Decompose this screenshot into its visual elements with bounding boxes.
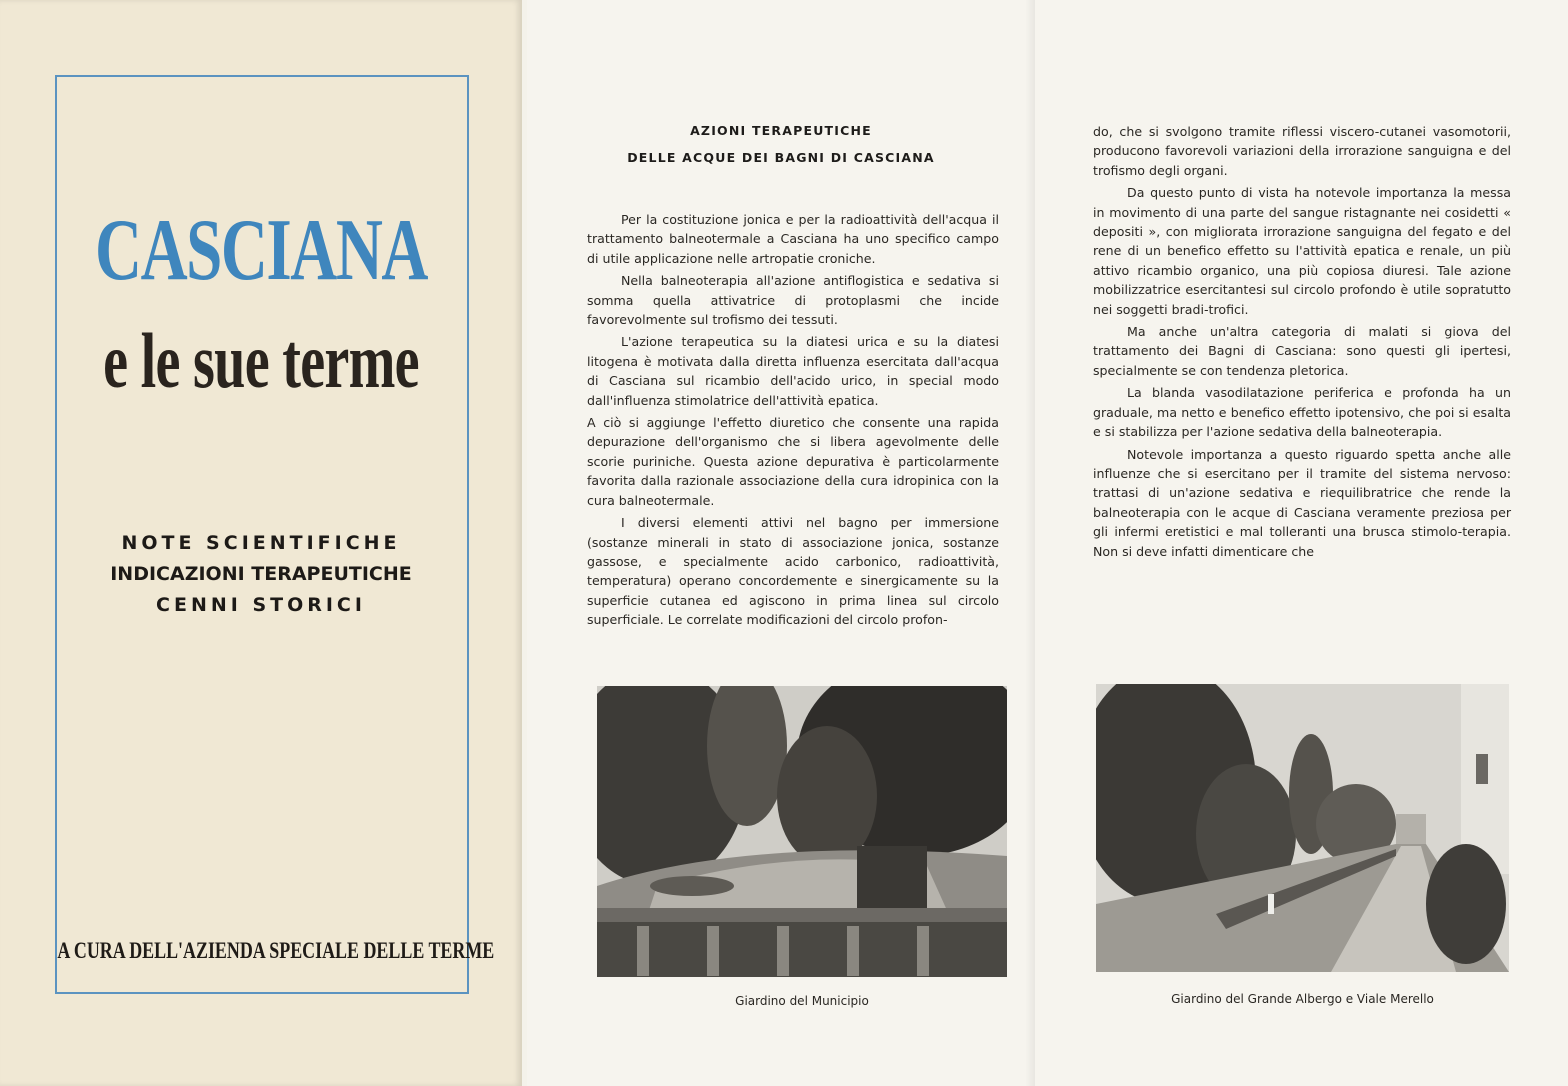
photo-caption: Giardino del Municipio	[735, 994, 869, 1008]
photo-caption: Giardino del Grande Albergo e Viale Merello	[1171, 992, 1434, 1006]
paragraph: L'azione terapeutica su la diatesi urica e su la diatesi litogena è motivata dalla diretta influenza esercitata dall'acqua di Casciana sul ricambio dell'acido urico, in special modo dall'influenza stimolatrice dell'attività epatica.	[587, 334, 999, 408]
paragraph: Per la costituzione jonica e per la radioattività dell'acqua il trattamento balneotermale a Casciana ha uno specifico campo di utile applicazione nelle artropatie croniche.	[587, 212, 999, 266]
paragraph: do, che si svolgono tramite riflessi viscero-cutanei vasomotorii, producono favorevoli variazioni della irrorazione sanguigna e del trofismo degli organi.	[1093, 124, 1511, 178]
paragraph: A ciò si aggiunge l'effetto diuretico che consente una rapida depurazione dell'organismo che si libera agevolmente delle scorie puriniche. Questa azione depurativa è particolarmente favorita dalla razionale associazione della cura idropinica con la cura balneotermale.	[587, 415, 999, 508]
section-heading-line1: AZIONI TERAPEUTICHE	[690, 123, 872, 138]
paragraph: Nella balneoterapia all'azione antiflogistica e sedativa si somma quella attivatrice di protoplasmi che incide favorevolmente sul trofismo dei tessuti.	[587, 273, 999, 328]
cover-subtitle: e le sue terme	[103, 317, 419, 404]
photo-grande-albergo-viale	[1096, 684, 1509, 972]
cover-credit: A CURA DELL'AZIENDA SPECIALE DELLE TERME	[57, 938, 495, 963]
left-page	[527, 0, 1035, 1086]
paragraph: I diversi elementi attivi nel bagno per immersione (sostanze minerali in stato di associazione jonica, sostanze gassose, e specialmente acido carbonico, radioattività, temperatura) operano concordemente e sinergicamente su la superficie cutanea ed agiscono in prima linea sul circolo superficiale. Le correlate modificazioni del circolo profon-	[587, 515, 999, 628]
left-page-body	[587, 210, 999, 633]
paragraph: Ma anche un'altra categoria di malati si giova del trattamento dei Bagni di Casciana: sono questi gli ipertesi, specialmente se con tendenza pletorica.	[1093, 324, 1511, 378]
paragraph: Notevole importanza a questo riguardo spetta anche alle influenze che si esercitano per il tramite del sistema nervoso: trattasi di un'azione sedativa e riequilibratrice che rende la balneoterapia con le acque di Casciana veramente preziosa per gli infermi eretistici e mal tolleranti una brusca stimolo-terapia. Non si deve infatti dimenticare che	[1093, 446, 1511, 559]
brochure-cover	[0, 0, 522, 1086]
photo-giardino-municipio	[597, 686, 1007, 977]
cover-topic-notes: NOTE SCIENTIFICHE	[121, 532, 401, 554]
cover-topics	[0, 528, 522, 621]
section-heading-line2: DELLE ACQUE DEI BAGNI DI CASCIANA	[627, 150, 935, 165]
cover-title: CASCIANA	[95, 202, 427, 299]
right-page-body	[1093, 122, 1511, 564]
paragraph: Da questo punto di vista ha notevole importanza la messa in movimento di una parte del sangue ristagnante nei cosidetti « depositi », con migliorata irrorazione sanguigna del fegato e del rene di un benefico effetto su l'attività epatica e renale, un più attivo ricambio organico, una più copiosa diuresi. Tale azione mobilizzatrice esercitantesi sul circolo profondo è utile sopratutto nei soggetti bradi-trofici.	[1093, 185, 1511, 317]
cover-topic-indications: INDICAZIONI TERAPEUTICHE	[110, 563, 412, 585]
right-page	[1035, 0, 1568, 1086]
cover-topic-history: CENNI STORICI	[156, 594, 366, 616]
paragraph: La blanda vasodilatazione periferica e profonda ha un graduale, ma netto e benefico effetto ipotensivo, che poi si esalta e si stabilizza per l'azione sedativa della balneoterapia.	[1093, 385, 1511, 440]
